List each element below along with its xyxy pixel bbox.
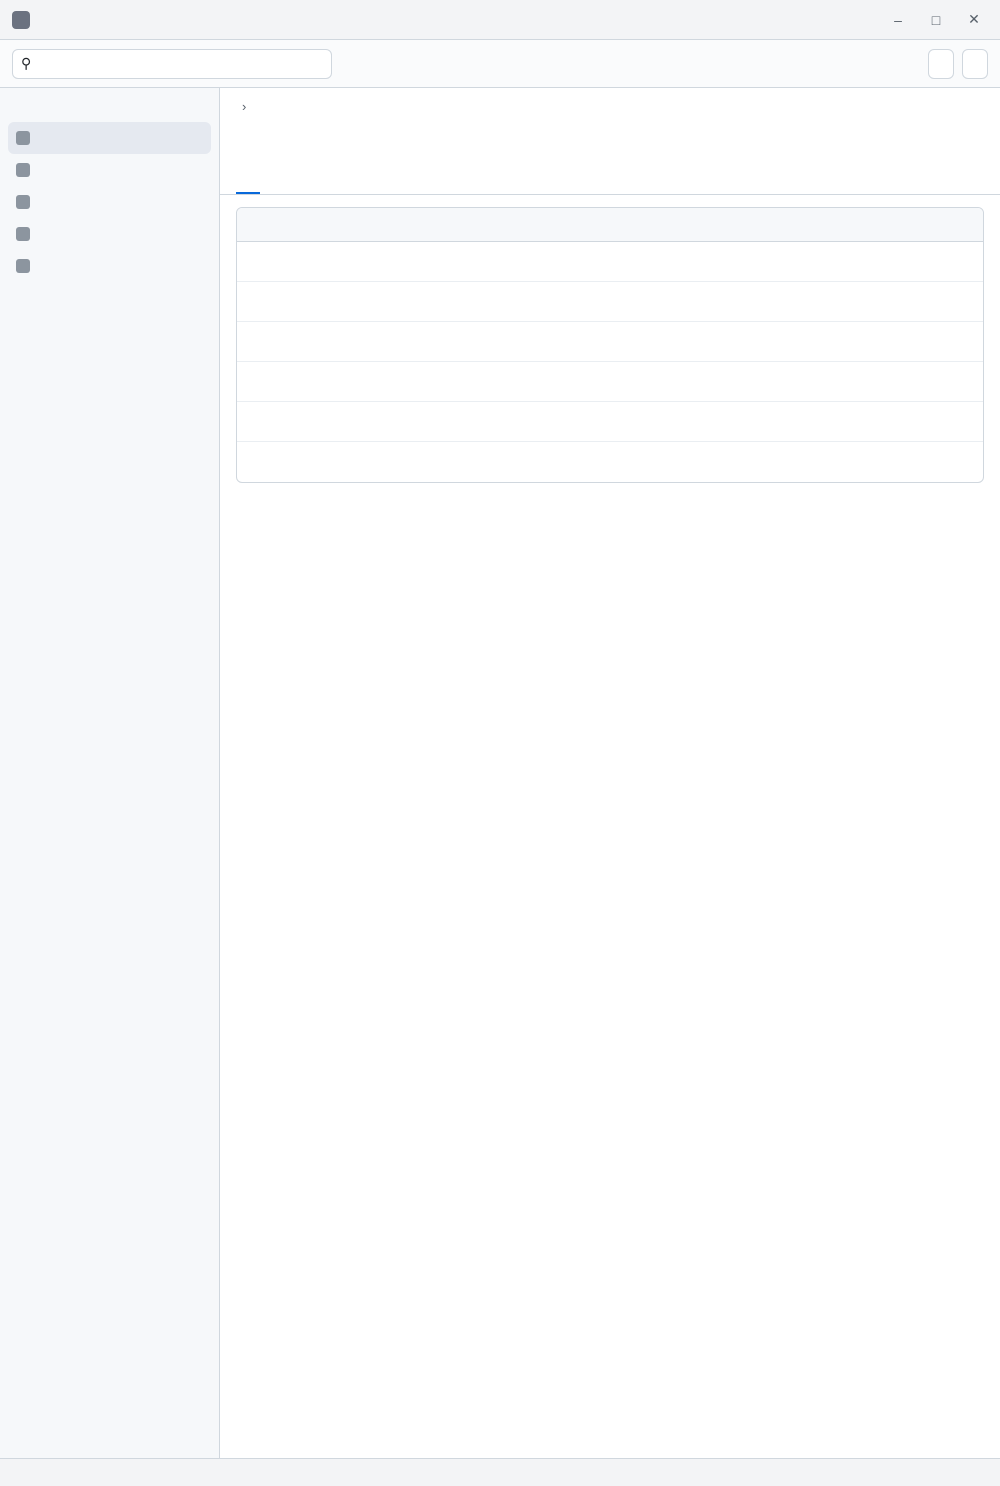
data-table [236, 207, 984, 483]
maximize-icon[interactable]: □ [931, 11, 941, 28]
breadcrumb [220, 88, 1000, 124]
close-icon[interactable]: ✕ [968, 11, 980, 27]
nav-item-icon [16, 259, 30, 273]
table-row[interactable] [237, 282, 983, 322]
nav-item-icon [16, 195, 30, 209]
status-bar [0, 1458, 1000, 1486]
search-box[interactable] [12, 49, 332, 79]
table-row[interactable] [237, 322, 983, 362]
app-icon [12, 11, 30, 29]
minimize-icon[interactable]: – [894, 11, 902, 28]
table-body [237, 242, 983, 482]
title-bar [0, 0, 1000, 40]
primary-button[interactable] [962, 49, 988, 79]
sidebar-item-4[interactable] [8, 218, 211, 250]
table-header [237, 208, 983, 242]
search-icon: ⚲ [21, 55, 32, 71]
tab-3[interactable] [292, 160, 316, 194]
sidebar-item-3[interactable] [8, 186, 211, 218]
sidebar-item-2[interactable] [8, 154, 211, 186]
breadcrumb-separator-icon: › [242, 98, 247, 114]
nav-item-icon [16, 163, 30, 177]
table-row[interactable] [237, 242, 983, 282]
sidebar-heading [8, 98, 211, 122]
search-input[interactable] [37, 56, 323, 71]
secondary-button[interactable] [928, 49, 954, 79]
page-title [220, 124, 1000, 160]
nav-item-icon [16, 131, 30, 145]
table-row[interactable] [237, 402, 983, 442]
table-row[interactable] [237, 442, 983, 482]
nav-item-icon [16, 227, 30, 241]
body [0, 88, 1000, 1458]
sidebar-item-1[interactable] [8, 122, 211, 154]
tab-1[interactable] [236, 160, 260, 194]
table-row[interactable] [237, 362, 983, 402]
toolbar [0, 40, 1000, 88]
tab-2[interactable] [264, 160, 288, 194]
main-panel [220, 88, 1000, 1458]
content-area [220, 195, 1000, 1458]
tab-bar [220, 160, 1000, 195]
sidebar [0, 88, 220, 1458]
sidebar-item-5[interactable] [8, 250, 211, 282]
